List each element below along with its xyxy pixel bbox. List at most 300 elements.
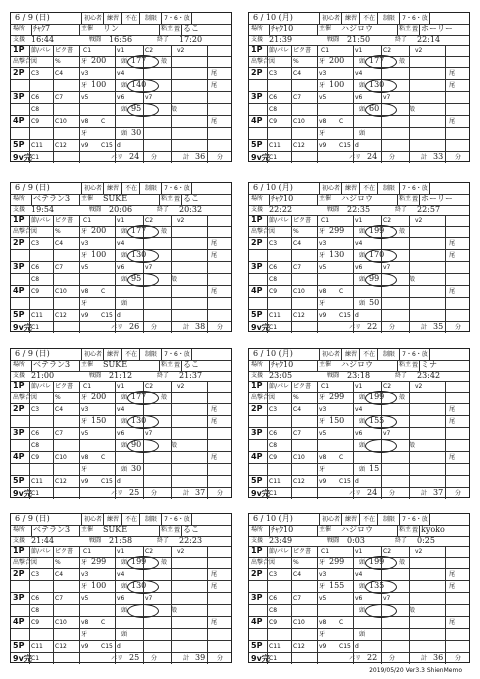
sticky-value: るこ [183,194,199,203]
v7-label: v7 [383,595,391,602]
left-label: 節/パレ [269,548,290,555]
head3-label: 頭 [359,106,366,113]
fang-value: 299 [329,557,345,566]
header-option-time7[interactable]: 7・6・放置 [399,514,430,525]
header-option-renshu[interactable]: 練習 [103,13,122,24]
head3-value: 99 [369,274,380,283]
p4-label: 4P [251,617,263,626]
header-option-time7[interactable]: 7・6・放置 [399,13,430,24]
c15-label: C15 [101,478,113,485]
header-option-renshu[interactable]: 練習 [341,514,360,525]
c7-label: C7 [293,264,302,271]
cell-divider [31,24,32,35]
c4-label: C4 [55,240,64,247]
head2-label: 頭 [359,583,366,590]
v3-label: v3 [81,406,89,413]
c10-label: C10 [293,619,305,626]
p3-label: 3P [251,262,263,271]
row-line [11,91,231,92]
c15-label: C15 [101,312,113,319]
header-option-fuzai[interactable]: 不在 [121,183,140,194]
row-line [11,273,231,274]
c1-label: C1 [321,548,330,555]
tail2-label: 尾 [449,252,456,259]
v5-label: v5 [81,430,89,437]
v6-label: v6 [355,94,363,101]
header-option-renshu[interactable]: 練習 [341,349,360,360]
place-value: ベテラン3 [33,525,71,534]
d-label: d [117,142,121,149]
row-line [11,261,231,262]
c4-label: C4 [293,571,302,578]
v9-label: v9 [81,312,89,319]
row-line [11,403,231,404]
circled-mark [127,604,159,618]
fang3-label: 牙 [319,130,326,137]
header-option-shonanoshi[interactable]: 初心者 [81,349,104,360]
fang-label: 牙 [81,228,88,235]
row-line [11,592,231,593]
battle-time: 21:50 [347,35,371,44]
header-option-fuzai[interactable]: 不在 [121,514,140,525]
row-line [11,628,231,629]
header-option-shonanoshi[interactable]: 初心者 [319,349,342,360]
record-card [248,348,470,498]
pari-label: パリ [349,490,362,497]
place-label: 場所 [251,195,264,202]
battle-time: 0:03 [347,536,365,545]
end-time: 22:23 [179,536,203,545]
cell-divider [207,546,208,664]
fang-label: 牙 [319,394,326,401]
row-line [249,285,469,286]
pari-label: パリ [111,324,124,331]
support-time: 21:44 [31,536,55,545]
v4-label: v4 [117,571,125,578]
battle-time: 20:06 [109,205,133,214]
fang-label: 牙 [319,228,326,235]
header-option-time7[interactable]: 7・6・放置 [161,349,192,360]
c-label: C [339,118,344,125]
pari-value: 26 [129,322,140,331]
header-option-renshu[interactable]: 練習 [103,514,122,525]
c3-label: C3 [269,240,278,247]
header-option-fuzai[interactable]: 不在 [359,13,378,24]
cell-divider [291,381,292,499]
row-line [249,568,469,569]
cell-divider [171,215,172,333]
row-line [11,616,231,617]
p5-label: 5P [251,641,263,650]
piku-label: ピク書 [55,383,74,390]
cell-divider [171,381,172,499]
v3-label: v3 [81,240,89,247]
v5-label: v5 [319,430,327,437]
v5-label: v5 [319,94,327,101]
cell-divider [317,525,318,536]
cell-divider [159,194,160,205]
c4-label: C4 [55,406,64,413]
total-label: 計 [183,154,190,161]
c11-label: C11 [31,643,43,650]
pct-label: % [293,394,299,401]
sticky-value: るこ [183,525,199,534]
header-option-fuzai[interactable]: 不在 [359,183,378,194]
shell3-label: 殻 [409,607,416,614]
row-line [249,557,469,558]
header-option-renshu[interactable]: 練習 [103,349,122,360]
cell-divider [397,194,398,205]
c8-label: C8 [269,442,278,449]
cell-divider [269,194,270,205]
p4-label: 4P [13,452,25,461]
c6-label: C6 [269,430,278,437]
row-line [11,237,231,238]
row-line [11,475,231,476]
c10-label: C10 [293,454,305,461]
c3-label: C3 [269,571,278,578]
shell-label: 殻 [161,58,168,65]
row-line [11,139,231,140]
c1-label: C1 [321,47,330,54]
circled-mark [365,225,397,239]
p5-label: 5P [13,140,25,149]
p9-label: 9v完 [251,489,270,498]
c6-label: C6 [269,94,278,101]
header-option-shonanoshi[interactable]: 初心者 [319,183,342,194]
cell-divider [191,349,192,360]
c11-label: C11 [31,312,43,319]
row-line [249,439,469,440]
header-option-time7[interactable]: 7・6・放置 [161,514,192,525]
end-label: 終了 [395,36,408,43]
record-card [10,12,232,162]
end-time: 21:37 [179,371,203,380]
end-time: 17:20 [179,35,203,44]
header-option-renshu[interactable]: 練習 [341,183,360,194]
c9-label: C9 [269,118,278,125]
support-time: 16:44 [31,35,55,44]
v7-label: v7 [145,430,153,437]
pct-label: % [55,58,61,65]
row-line [11,226,231,227]
v3-label: v3 [81,70,89,77]
c3-label: C3 [269,406,278,413]
total-value: 37 [195,488,206,497]
c12-label: C12 [55,312,67,319]
sticky-value: ホーリー [421,194,453,203]
p1-label: 1P [251,215,263,224]
row-line [249,403,469,404]
v8-label: v8 [319,619,327,626]
cell-divider [267,546,268,664]
min2-label: 分 [217,490,224,497]
v2-label: v2 [177,217,185,224]
head-value: 199 [369,557,385,566]
header-option-seigen[interactable]: 制限 [377,183,400,194]
v8-label: v8 [81,288,89,295]
pari-value: 24 [367,488,378,497]
v9-label: v9 [81,142,89,149]
c12-label: C12 [293,312,305,319]
head-value: 177 [131,56,147,65]
cell-divider [159,525,160,536]
v5-label: v5 [81,595,89,602]
c8-label: C8 [31,607,40,614]
p2-label: 2P [13,68,25,77]
header-option-seigen[interactable]: 制限 [139,349,162,360]
shell-label: 殻 [399,228,406,235]
row-line [249,45,469,46]
head3-value: 60 [369,104,380,113]
c-label: C [101,454,106,461]
left-label: 節/パレ [31,47,52,54]
cell-divider [115,381,116,499]
place-label: 場所 [251,25,264,32]
header-option-time7[interactable]: 7・6・放置 [161,183,192,194]
v1-label: v1 [355,217,363,224]
shell3-label: 殻 [171,276,178,283]
header-option-seigen[interactable]: 制限 [139,13,162,24]
v3-label: v3 [319,571,327,578]
left-label: 節/パレ [269,217,290,224]
header-option-renshu[interactable]: 練習 [341,13,360,24]
head-label: 頭 [121,58,128,65]
c8-label: C8 [269,276,278,283]
v3-label: v3 [81,571,89,578]
pari-label: パリ [111,490,124,497]
cell-divider [29,546,30,664]
row-line [249,215,469,216]
header-option-seigen[interactable]: 制限 [377,13,400,24]
c12-label: C12 [293,643,305,650]
row-line [11,309,231,310]
head-label: 頭 [359,559,366,566]
row-line [11,580,231,581]
fang2-label: 牙 [81,418,88,425]
cell-divider [191,514,192,525]
c6-label: C6 [31,264,40,271]
pari-value: 24 [367,152,378,161]
cell-divider [397,24,398,35]
sticky-value: るこ [183,24,199,33]
shell3-label: 殻 [171,442,178,449]
cell-divider [353,215,354,333]
c11-label: C11 [269,312,281,319]
p5-label: 5P [13,641,25,650]
p1-label: 1P [251,546,263,555]
cell-divider [445,45,446,163]
battle-label: 戦闘 [327,206,340,213]
header-option-fuzai[interactable]: 不在 [121,349,140,360]
head2-label: 頭 [121,418,128,425]
row-line [249,580,469,581]
cell-divider [317,24,318,35]
v5-label: v5 [81,264,89,271]
v1-label: v1 [355,47,363,54]
p4-label: 4P [13,286,25,295]
row-line [249,392,469,393]
cell-divider [429,349,430,360]
row-line [249,79,469,80]
header-option-time7[interactable]: 7・6・放置 [161,13,192,24]
header-option-seigen[interactable]: 制限 [377,514,400,525]
p9-label: 9v完 [13,323,32,332]
head4-label: 頭 [121,466,128,473]
circled-mark [365,604,397,618]
c-label: C [101,288,106,295]
tail-label: 尾 [449,70,456,77]
support-label: 支援 [251,36,264,43]
head3-label: 頭 [359,442,366,449]
c1b-label: C1 [269,154,278,161]
c9-label: C9 [269,288,278,295]
row-line [249,604,469,605]
fang-value: 200 [91,392,107,401]
total-label: 計 [183,655,190,662]
header-option-seigen[interactable]: 制限 [139,183,162,194]
date-field: 6 / 9 (日) [15,183,50,192]
cell-divider [207,215,208,333]
host-label: 主催 [81,195,94,202]
header-option-fuzai[interactable]: 不在 [121,13,140,24]
circled-mark [127,273,159,287]
cell-divider [181,525,182,536]
piku-label: ピク書 [293,47,312,54]
header-option-shonanoshi[interactable]: 初心者 [319,514,342,525]
p9-label: 9v完 [251,654,270,663]
c2-label: C2 [145,383,154,390]
tail-label: 尾 [449,571,456,578]
head4-value: 50 [369,298,380,307]
head2-value: 135 [369,581,385,590]
row-line [249,237,469,238]
v4-label: v4 [117,70,125,77]
cell-divider [291,45,292,163]
cell-divider [445,381,446,499]
v9-label: v9 [319,643,327,650]
c1b-label: C1 [269,324,278,331]
tail4-label: 尾 [449,288,456,295]
v1-label: v1 [355,548,363,555]
cell-divider [79,525,80,536]
header-option-shonanoshi[interactable]: 初心者 [81,13,104,24]
header-option-renshu[interactable]: 練習 [103,183,122,194]
head4-value: 30 [131,128,142,137]
c10-label: C10 [55,454,67,461]
cell-divider [53,45,54,163]
total-value: 37 [433,488,444,497]
c12-label: C12 [55,478,67,485]
head-label: 頭 [121,559,128,566]
v2-label: v2 [177,383,185,390]
p9-label: 9v完 [251,323,270,332]
cell-divider [397,525,398,536]
place-value: ﾁｬｸ10 [271,24,294,33]
row-line [249,616,469,617]
battle-time: 23:18 [347,371,371,380]
min2-label: 分 [455,490,462,497]
v8-label: v8 [81,619,89,626]
v2-label: v2 [177,47,185,54]
cell-divider [291,215,292,333]
support-label: 支援 [13,36,26,43]
circled-mark [127,55,159,69]
support-label: 支援 [251,206,264,213]
v5-label: v5 [319,595,327,602]
v4-label: v4 [355,70,363,77]
v8-label: v8 [319,118,327,125]
p9-label: 9v完 [251,153,270,162]
c-label: C [101,118,106,125]
header-option-time7[interactable]: 7・6・放置 [399,183,430,194]
cell-divider [29,215,30,333]
p4-label: 4P [13,116,25,125]
pct-label: % [293,58,299,65]
row-line [249,297,469,298]
cell-divider [269,360,270,371]
header-option-seigen[interactable]: 制限 [377,349,400,360]
p2-label: 2P [13,404,25,413]
v4-label: v4 [355,571,363,578]
sticky-label: 粘主 [161,361,174,368]
sortie-label: 出撃合図 [13,228,38,235]
row-line [249,381,469,382]
shell3-label: 殻 [409,106,416,113]
c15-label: C15 [339,142,351,149]
pari-value: 24 [129,152,140,161]
header-option-time7[interactable]: 7・6・放置 [399,349,430,360]
min-label: 分 [151,324,158,331]
c2-label: C2 [145,217,154,224]
header-option-seigen[interactable]: 制限 [139,514,162,525]
piku-label: ピク書 [55,47,74,54]
row-line [11,546,231,547]
record-card [10,348,232,498]
sortie-label: 出撃合図 [251,394,276,401]
v4-label: v4 [117,406,125,413]
header-option-shonanoshi[interactable]: 初心者 [81,514,104,525]
min-label: 分 [151,154,158,161]
header-option-fuzai[interactable]: 不在 [359,349,378,360]
min2-label: 分 [217,324,224,331]
shell-label: 殻 [161,559,168,566]
end-label: 終了 [395,206,408,213]
c15-label: C15 [101,643,113,650]
cell-divider [445,215,446,333]
fang2-value: 150 [91,416,107,425]
shell-label: 殻 [161,228,168,235]
v4-label: v4 [117,240,125,247]
row-line [249,91,469,92]
cell-divider [353,45,354,163]
p3-label: 3P [13,593,25,602]
head-label: 頭 [359,394,366,401]
sortie-label: 出撃合図 [251,228,276,235]
header-option-shonanoshi[interactable]: 初心者 [81,183,104,194]
header-option-fuzai[interactable]: 不在 [359,514,378,525]
sticky-value: ミナ [421,360,437,369]
circled-mark [365,273,397,287]
c10-label: C10 [293,288,305,295]
head3-label: 頭 [121,106,128,113]
cell-divider [115,546,116,664]
c-label: C [339,288,344,295]
host-value: ハジロウ [341,360,373,369]
head2-label: 頭 [121,82,128,89]
sticky-label: 粘主 [399,25,412,32]
header-option-shonanoshi[interactable]: 初心者 [319,13,342,24]
